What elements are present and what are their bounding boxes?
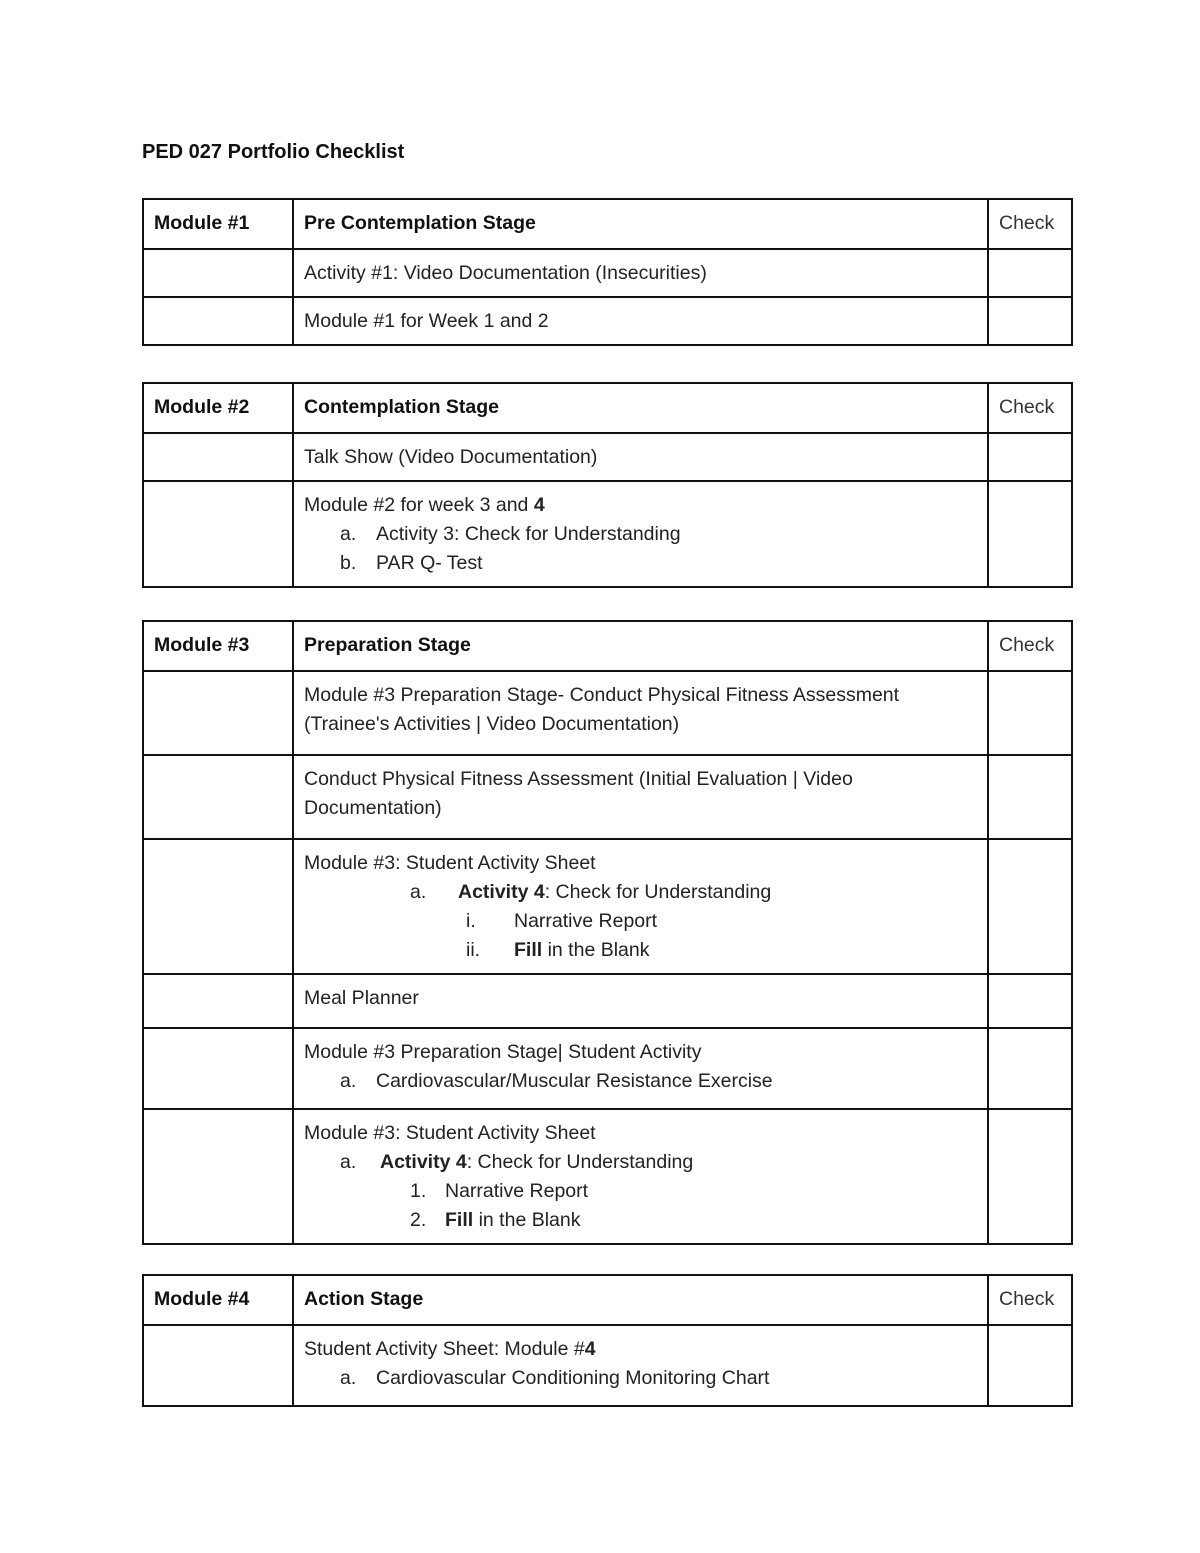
table-row <box>143 839 1072 974</box>
list-item-text: : Check for Understanding <box>544 881 772 903</box>
list-item-text: in the Blank <box>542 939 650 961</box>
list-marker: a. <box>340 523 357 545</box>
check-header-cell: Check <box>988 1275 1072 1325</box>
empty-cell <box>143 671 293 755</box>
list-item <box>304 878 977 907</box>
module-1-table <box>142 198 1073 346</box>
table-row <box>143 249 1072 297</box>
activity-cell <box>293 1325 988 1406</box>
check-cell[interactable] <box>988 433 1072 481</box>
check-cell[interactable] <box>988 1028 1072 1109</box>
module-4-table <box>142 1274 1073 1407</box>
check-header-cell: Check <box>988 383 1072 433</box>
check-cell[interactable] <box>988 839 1072 974</box>
list-marker: 2. <box>410 1209 427 1231</box>
activity-heading: Module #3 Preparation Stage| Student Activity <box>304 1041 702 1063</box>
list-marker: a. <box>410 881 427 903</box>
empty-cell <box>143 433 293 481</box>
module-number-cell: Module #3 <box>143 621 293 671</box>
activity-heading-bold: 4 <box>533 494 545 516</box>
activity-cell: Module #3 Preparation Stage- Conduct Physical Fitness Assessment (Trainee's Activities | Video Documentation) <box>293 671 988 755</box>
list-item-bold: Activity 4 <box>380 1151 467 1173</box>
list-item <box>304 1148 977 1177</box>
module-number-cell: Module #1 <box>143 199 293 249</box>
check-header-cell: Check <box>988 621 1072 671</box>
activity-cell: Meal Planner <box>293 974 988 1028</box>
module-number-cell: Module #2 <box>143 383 293 433</box>
check-cell[interactable] <box>988 974 1072 1028</box>
check-cell[interactable] <box>988 1325 1072 1406</box>
activity-heading: Module #3: Student Activity Sheet <box>304 1122 596 1144</box>
check-cell[interactable] <box>988 755 1072 839</box>
list-marker: ii. <box>466 939 481 961</box>
list-item <box>304 549 977 578</box>
table-row <box>143 755 1072 839</box>
list-item-text: Cardiovascular/Muscular Resistance Exercise <box>376 1070 773 1092</box>
module-number-cell: Module #4 <box>143 1275 293 1325</box>
module-2-table <box>142 382 1073 588</box>
list-item-bold: Fill <box>514 939 543 961</box>
list-item-text: Activity 3: Check for Understanding <box>376 523 681 545</box>
table-row <box>143 1109 1072 1244</box>
document-title: PED 027 Portfolio Checklist <box>142 141 405 163</box>
stage-title-cell: Preparation Stage <box>293 621 988 671</box>
list-item <box>304 1067 977 1096</box>
list-subitem <box>304 1177 977 1206</box>
list-item-bold: Activity 4 <box>458 881 545 903</box>
activity-cell: Activity #1: Video Documentation (Insecurities) <box>293 249 988 297</box>
activity-cell: Module #1 for Week 1 and 2 <box>293 297 988 345</box>
activity-cell <box>293 1028 988 1109</box>
table-row <box>143 433 1072 481</box>
check-cell[interactable] <box>988 671 1072 755</box>
check-cell[interactable] <box>988 481 1072 587</box>
table-header-row <box>143 199 1072 249</box>
list-marker: a. <box>340 1367 357 1389</box>
list-marker: i. <box>466 910 476 932</box>
table-header-row <box>143 621 1072 671</box>
activity-cell <box>293 481 988 587</box>
empty-cell <box>143 755 293 839</box>
module-3-table <box>142 620 1073 1245</box>
empty-cell <box>143 1109 293 1244</box>
table-row <box>143 671 1072 755</box>
activity-heading-bold: 4 <box>584 1338 596 1360</box>
list-item-text: Cardiovascular Conditioning Monitoring Chart <box>376 1367 770 1389</box>
empty-cell <box>143 839 293 974</box>
check-cell[interactable] <box>988 1109 1072 1244</box>
list-item-text: Narrative Report <box>445 1180 589 1202</box>
table-row <box>143 974 1072 1028</box>
activity-cell <box>293 839 988 974</box>
table-row <box>143 1325 1072 1406</box>
list-item-text: PAR Q- Test <box>376 552 483 574</box>
table-row <box>143 481 1072 587</box>
activity-heading <box>304 491 977 520</box>
empty-cell <box>143 249 293 297</box>
activity-heading: Module #3: Student Activity Sheet <box>304 852 596 874</box>
list-item <box>304 520 977 549</box>
stage-title-cell: Contemplation Stage <box>293 383 988 433</box>
empty-cell <box>143 1028 293 1109</box>
table-row <box>143 297 1072 345</box>
empty-cell <box>143 297 293 345</box>
list-subitem <box>304 907 977 936</box>
list-marker: b. <box>340 552 357 574</box>
activity-cell: Conduct Physical Fitness Assessment (Initial Evaluation | Video Documentation) <box>293 755 988 839</box>
list-marker: a. <box>340 1151 357 1173</box>
activity-cell <box>293 1109 988 1244</box>
list-item-text: : Check for Understanding <box>466 1151 694 1173</box>
empty-cell <box>143 481 293 587</box>
table-header-row <box>143 383 1072 433</box>
activity-heading-text: Module #2 for week 3 and <box>304 494 534 516</box>
list-item-text: Narrative Report <box>514 910 658 932</box>
list-item-bold: Fill <box>445 1209 474 1231</box>
list-marker: 1. <box>410 1180 427 1202</box>
table-row <box>143 1028 1072 1109</box>
stage-title-cell: Pre Contemplation Stage <box>293 199 988 249</box>
activity-heading <box>304 1335 977 1364</box>
list-marker: a. <box>340 1070 357 1092</box>
check-cell[interactable] <box>988 249 1072 297</box>
check-header-cell: Check <box>988 199 1072 249</box>
activity-heading-text: Student Activity Sheet: Module # <box>304 1338 585 1360</box>
empty-cell <box>143 1325 293 1406</box>
stage-title-cell: Action Stage <box>293 1275 988 1325</box>
list-item <box>304 1364 977 1393</box>
list-subitem <box>304 936 977 965</box>
list-item-text: in the Blank <box>473 1209 581 1231</box>
empty-cell <box>143 974 293 1028</box>
list-subitem <box>304 1206 977 1235</box>
table-header-row <box>143 1275 1072 1325</box>
activity-cell: Talk Show (Video Documentation) <box>293 433 988 481</box>
check-cell[interactable] <box>988 297 1072 345</box>
